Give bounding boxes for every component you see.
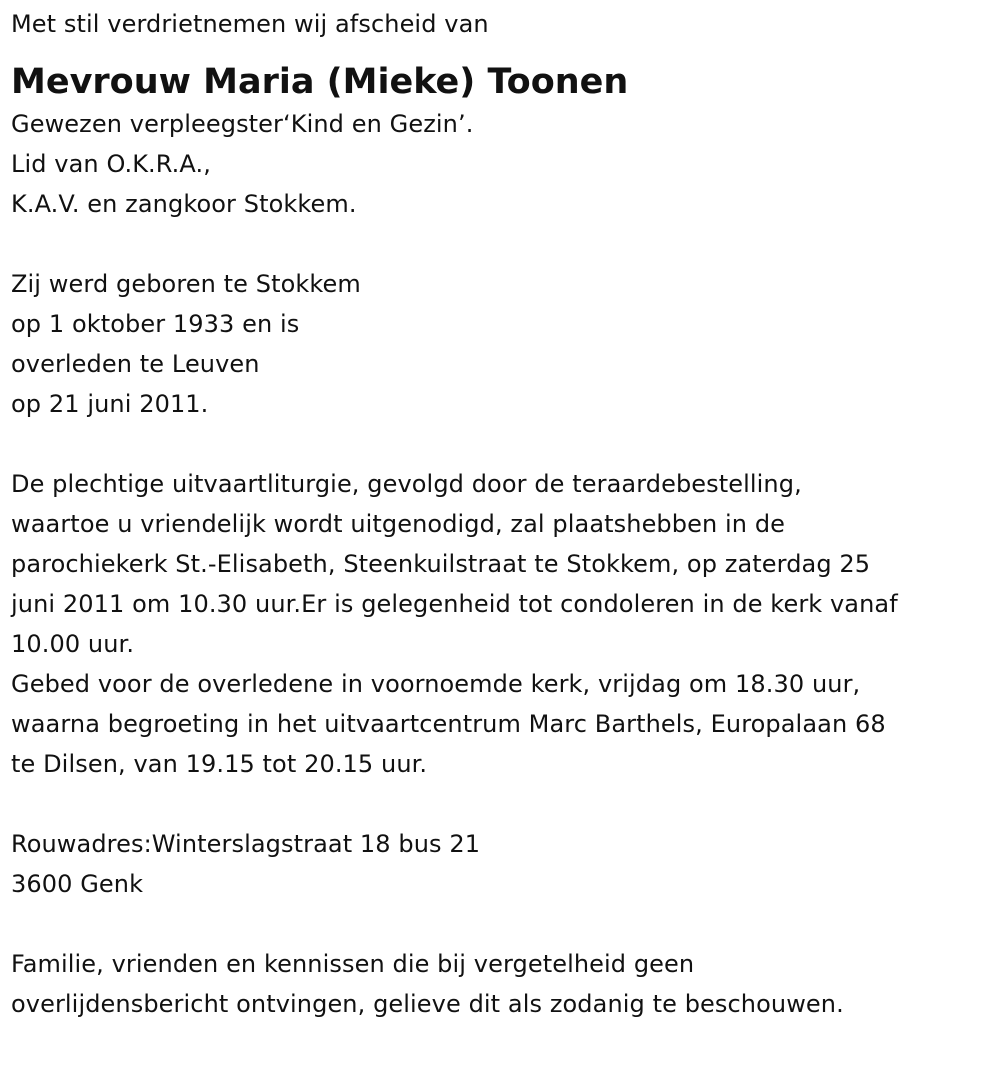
spacer [11,784,996,824]
ceremony-section [11,464,996,784]
deceased-name: Mevrouw Maria (Mieke) Toonen [11,62,629,102]
address-section [11,824,996,904]
ceremony-line: 10.00 uur. [11,630,135,658]
address-line: 3600 Genk [11,870,144,898]
bio-line: K.A.V. en zangkoor Stokkem. [11,190,357,218]
life-line: overleden te Leuven [11,350,260,378]
spacer [11,224,996,264]
life-line: Zij werd geboren te Stokkem [11,270,361,298]
spacer [11,904,996,944]
bio-section [11,104,996,224]
ceremony-line: waarna begroeting in het uitvaartcentrum Marc Barthels, Europalaan 68 [11,710,886,738]
ceremony-line: Gebed voor de overledene in voornoemde kerk, vrijdag om 18.30 uur, [11,670,861,698]
ceremony-line: te Dilsen, van 19.15 tot 20.15 uur. [11,750,428,778]
ceremony-line: juni 2011 om 10.30 uur.Er is gelegenheid tot condoleren in de kerk vanaf [11,590,898,618]
closing-line: overlijdensbericht ontvingen, gelieve dit als zodanig te beschouwen. [11,990,844,1018]
life-dates-section [11,264,996,424]
closing-line: Familie, vrienden en kennissen die bij vergetelheid geen [11,950,695,978]
ceremony-line: parochiekerk St.-Elisabeth, Steenkuilstraat te Stokkem, op zaterdag 25 [11,550,871,578]
life-line: op 21 juni 2011. [11,390,209,418]
address-line: Rouwadres:Winterslagstraat 18 bus 21 [11,830,481,858]
ceremony-line: De plechtige uitvaartliturgie, gevolgd door de teraardebestelling, [11,470,802,498]
spacer [11,424,996,464]
bio-line: Gewezen verpleegster‘Kind en Gezin’. [11,110,474,138]
closing-section [11,944,996,1024]
bio-line: Lid van O.K.R.A., [11,150,211,178]
intro-line: Met stil verdrietnemen wij afscheid van [11,10,489,38]
obituary-notice [11,4,996,1024]
ceremony-line: waartoe u vriendelijk wordt uitgenodigd, zal plaatshebben in de [11,510,786,538]
life-line: op 1 oktober 1933 en is [11,310,300,338]
